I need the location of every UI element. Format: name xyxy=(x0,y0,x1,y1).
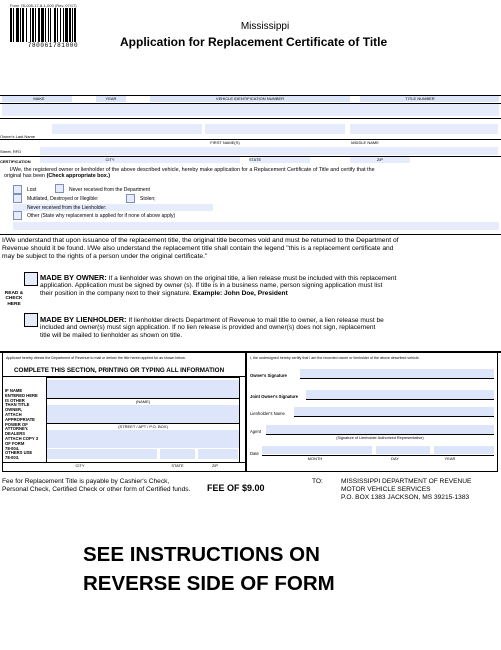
certification-label: CERTIFICATION xyxy=(0,159,31,164)
barcode-bar xyxy=(57,8,58,42)
first-names-label: FIRST NAME(S) xyxy=(210,140,240,145)
certification-statement-line1: I/We, the registered owner or lienholder of the above described vehicle, hereby make application for a Replacement Certificate of Title and certify that the xyxy=(10,167,375,173)
barcode-bar xyxy=(35,8,36,42)
stolen-label: Stolen; xyxy=(140,196,156,202)
barcode-bar xyxy=(65,8,68,42)
barcode-bar xyxy=(41,8,44,42)
barcode-bar xyxy=(26,8,27,42)
make-label: MAKE xyxy=(33,96,45,101)
never-received-department-checkbox[interactable] xyxy=(55,184,64,193)
city-label: CITY xyxy=(105,157,115,162)
side-note-line: ENTERED HERE xyxy=(5,392,38,398)
barcode-bar xyxy=(32,8,34,42)
barcode-bar xyxy=(60,8,61,42)
street-field[interactable] xyxy=(40,147,498,155)
city-field[interactable] xyxy=(40,157,240,163)
certification-statement-line2: original has been (Check appropriate box.) xyxy=(4,173,111,179)
form-state-heading: Mississippi xyxy=(240,21,290,32)
barcode-bar xyxy=(50,8,51,42)
owners-last-name-field[interactable] xyxy=(52,124,202,134)
made-by-lienholder-checkbox[interactable] xyxy=(24,313,38,327)
mailing-street-field[interactable] xyxy=(47,430,239,448)
understanding-line2: Revenue should it be found. I/We also understand the replacement title shall contain the legend "this is a replacement certificate and xyxy=(2,245,394,252)
barcode-bar xyxy=(30,8,31,42)
vin-label: VEHICLE IDENTIFICATION NUMBER xyxy=(215,96,285,101)
made-by-owner-line2: application. Application must be signed by owner (s). If title is in a business name, person signing application must list xyxy=(40,282,383,289)
side-note-line: APPROPRIATE xyxy=(5,416,35,422)
barcode-bar xyxy=(69,8,71,42)
mailing-name-label: (NAME) xyxy=(135,399,151,404)
side-note-line: ATTORNEY. xyxy=(5,426,29,432)
barcode-bar xyxy=(22,8,24,42)
fee-line1: Fee for Replacement Title is payable by Cashier's Check, xyxy=(2,478,170,485)
mailing-extra-field[interactable] xyxy=(47,405,239,423)
mailing-zip-field[interactable] xyxy=(198,449,238,459)
instructions-footer-line1: SEE INSTRUCTIONS ON xyxy=(83,543,320,566)
side-note xyxy=(5,389,45,461)
made-by-owner-checkbox[interactable] xyxy=(24,272,38,286)
page-title: Application for Replacement Certificate of Title xyxy=(120,35,388,49)
side-note-line: 78-003. xyxy=(5,455,20,461)
barcode-bar xyxy=(48,8,49,42)
side-note-line: OWNER, xyxy=(5,407,23,413)
form-number: Form 78-005-17-8-1-000 (Rev. 07/17) xyxy=(10,3,77,8)
never-received-lienholder-label: Never received from the Lienholder: xyxy=(27,205,107,211)
barcode-bar xyxy=(54,8,56,42)
side-note-line: IF NAME xyxy=(5,388,23,393)
agent-label: Agent xyxy=(250,429,261,434)
barcode-bar xyxy=(45,8,46,42)
mailing-state-field[interactable] xyxy=(160,449,195,459)
lienholders-name-field[interactable] xyxy=(294,407,494,416)
read-check-here-label: READ & CHECK HERE xyxy=(4,291,24,307)
day-label: DAY xyxy=(391,456,399,461)
barcode-bar xyxy=(74,8,76,42)
instructions-footer-line2: REVERSE SIDE OF FORM xyxy=(83,572,335,595)
owners-signature-label: Owner's Signature xyxy=(250,373,287,378)
title-number-label: TITLE NUMBER xyxy=(405,96,435,101)
lost-label: Lost xyxy=(27,187,37,193)
side-note-line: ATTACH xyxy=(5,411,22,417)
never-received-department-label: Never received from the Department xyxy=(69,187,150,193)
date-day-field[interactable] xyxy=(376,446,430,454)
month-label: MONTH xyxy=(307,456,323,461)
mailing-address-line3: P.O. BOX 1383 JACKSON, MS 39215-1383 xyxy=(341,494,470,501)
side-note-line: OTHERS USE xyxy=(5,450,33,456)
agent-signature-field[interactable] xyxy=(266,425,494,434)
lienholders-name-label: Lienholder's Name xyxy=(250,411,285,416)
mutilated-checkbox[interactable] xyxy=(13,194,22,203)
mailing-street-label: (STREET / APT / P.O. BOX) xyxy=(118,424,168,429)
year-label-date: YEAR xyxy=(444,456,456,461)
made-by-lienholder-line2: included and owner(s) must sign application. If no lien release is provided and owner(s) does not sign, replacement xyxy=(40,324,376,331)
date-month-field[interactable] xyxy=(262,446,372,454)
year-label: YEAR xyxy=(105,96,117,101)
complete-section-heading: COMPLETE THIS SECTION, PRINTING OR TYPING ALL INFORMATION xyxy=(14,367,225,374)
barcode-bar xyxy=(10,8,12,42)
made-by-lienholder-line3: title will be mailed to lienholder as shown on title. xyxy=(40,332,183,339)
street-label: Street, RFD xyxy=(0,149,22,154)
side-note-line: THAN TITLE xyxy=(5,402,30,408)
zip-label: ZIP xyxy=(376,157,384,162)
mailing-zip-label: ZIP xyxy=(211,463,219,468)
barcode-number: 780061781000 xyxy=(10,42,96,49)
mutilated-label: Mutilated, Destroyed or Illegible: xyxy=(27,196,99,202)
made-by-owner-line1: MADE BY OWNER: If a lienholder was shown on the original title, a lien release must be included with this replacement xyxy=(40,273,397,282)
mailing-state-label: STATE xyxy=(171,463,184,468)
barcode-bar xyxy=(38,8,40,42)
side-note-line: ATTACH COPY 3 xyxy=(5,435,39,441)
joint-owners-signature-label: Joint Owner's Signature xyxy=(250,394,298,399)
state-label: STATE xyxy=(248,157,262,162)
mailing-address-line1: MISSISSIPPI DEPARTMENT OF REVENUE xyxy=(341,478,472,485)
joint-owners-signature-field[interactable] xyxy=(306,390,494,399)
fee-line2: Personal Check, Certified Check or other form of Certified funds. xyxy=(2,486,191,493)
barcode-bar xyxy=(16,8,19,42)
side-note-line: IS OTHER xyxy=(5,397,25,403)
fee-amount: FEE OF $9.00 xyxy=(207,483,265,493)
barcode-bar xyxy=(72,8,73,42)
side-note-line: DEALERS xyxy=(5,431,26,437)
mailing-address-line2: MOTOR VEHICLE SERVICES xyxy=(341,486,431,493)
mailing-city-label: CITY xyxy=(75,463,85,468)
agent-caption: (Signature of Lienholder Authorized Representative) xyxy=(336,436,424,440)
other-reason-field[interactable] xyxy=(13,222,499,230)
middle-name-field[interactable] xyxy=(350,124,498,134)
barcode-bar xyxy=(20,8,21,42)
mailing-name-field[interactable] xyxy=(47,380,239,398)
middle-name-label: MIDDLE NAME xyxy=(351,140,379,145)
owners-signature-field[interactable] xyxy=(300,369,494,378)
mailing-city-field[interactable] xyxy=(47,449,157,459)
made-by-lienholder-line1: MADE BY LIENHOLDER: If lienholder directs Department of Revenue to mail title to owner, a lien release must be xyxy=(40,315,384,324)
understanding-line1: I/We understand that upon issuance of the replacement title, the original title becomes void and must be returned to the Department of xyxy=(2,237,399,244)
side-note-line: 78-004. xyxy=(5,445,20,451)
owners-last-name-label: Owner's Last Name xyxy=(0,134,35,139)
stolen-checkbox[interactable] xyxy=(126,194,135,203)
vehicle-entry-row[interactable] xyxy=(2,104,499,116)
barcode-bar xyxy=(13,8,14,42)
lost-checkbox[interactable] xyxy=(13,185,22,194)
date-year-field[interactable] xyxy=(434,446,494,454)
made-by-owner-line3: their position in the company next to their signature. Example: John Doe, President xyxy=(40,290,288,297)
side-note-line: POWER OF xyxy=(5,421,28,427)
mailing-to-label: TO: xyxy=(312,478,323,485)
owner-cert-top-note: I, the undersigned hereby certify that I am the recorded owner or lienholder of the above described vehicle. xyxy=(250,356,420,360)
first-names-field[interactable] xyxy=(205,124,345,134)
other-checkbox[interactable] xyxy=(13,211,22,220)
other-label: Other (State why replacement is applied for if none of above apply) xyxy=(27,213,176,219)
side-note-line: OF FORM xyxy=(5,440,25,446)
barcode-bar xyxy=(63,8,64,42)
understanding-line3: may be subject to the rights of a person under the original certificate." xyxy=(2,253,208,260)
date-label: Date xyxy=(250,451,259,456)
mailing-top-note: Applicant hereby directs the Department of Revenue to mail or deliver the title herein applied for as shown below. xyxy=(6,356,186,360)
